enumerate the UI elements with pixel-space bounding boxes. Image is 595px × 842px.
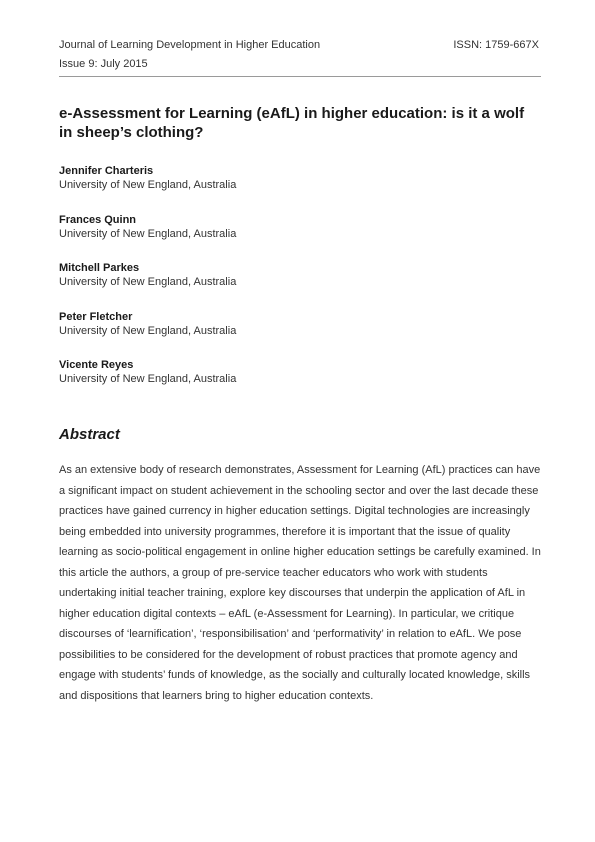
header-divider bbox=[59, 76, 541, 77]
author-affiliation: University of New England, Australia bbox=[59, 324, 237, 337]
author-name: Jennifer Charteris bbox=[59, 165, 154, 177]
author-affiliation: University of New England, Australia bbox=[59, 227, 237, 240]
issue-info: Issue 9: July 2015 bbox=[59, 58, 148, 70]
author-block bbox=[59, 261, 539, 310]
paper-title: e-Assessment for Learning (eAfL) in higher education: is it a wolf in sheep’s clothing? bbox=[59, 105, 525, 141]
author-affiliation: University of New England, Australia bbox=[59, 373, 237, 385]
abstract-heading: Abstract bbox=[59, 426, 120, 443]
author-block bbox=[59, 164, 539, 213]
header-top-row bbox=[59, 36, 539, 55]
author-list bbox=[59, 164, 539, 407]
author-name: Peter Fletcher bbox=[59, 310, 133, 323]
author-name: Frances Quinn bbox=[59, 213, 137, 226]
issn: ISSN: 1759-667X bbox=[453, 39, 539, 51]
journal-name: Journal of Learning Development in Higher Education bbox=[59, 39, 321, 51]
author-name: Mitchell Parkes bbox=[59, 262, 140, 274]
author-block bbox=[59, 358, 539, 407]
author-affiliation: University of New England, Australia bbox=[59, 276, 237, 288]
author-block bbox=[59, 213, 539, 262]
abstract-body: As an extensive body of research demonstrates, Assessment for Learning (AfL) practices can have a significant impact on student achievement in the schooling sector and over the last decade these practices have gained currency in higher education settings. Digital technologies are increasingly being embedded into university programmes, therefore it is important that the issue of quality learning as socio-political engagement in online higher education settings be carefully examined. In this article the authors, a group of pre-service teacher educators who work with students undertaking initial teacher training, explore key discourses that underpin the application of AfL in higher education digital contexts – eAfL (e-Assessment for Learning). In particular, we critique discourses of ‘learnification’, ‘responsibilisation’ and ‘performativity’ in relation to eAfL. We pose possibilities to be considered for the development of robust practices that promote agency and engage with students’ funds of knowledge, as the socially and culturally located knowledge, skills and dispositions that learners bring to higher education contexts. bbox=[59, 464, 541, 702]
running-header bbox=[59, 36, 539, 74]
author-name: Vicente Reyes bbox=[59, 359, 134, 371]
author-affiliation: University of New England, Australia bbox=[59, 179, 237, 191]
author-block bbox=[59, 310, 539, 359]
